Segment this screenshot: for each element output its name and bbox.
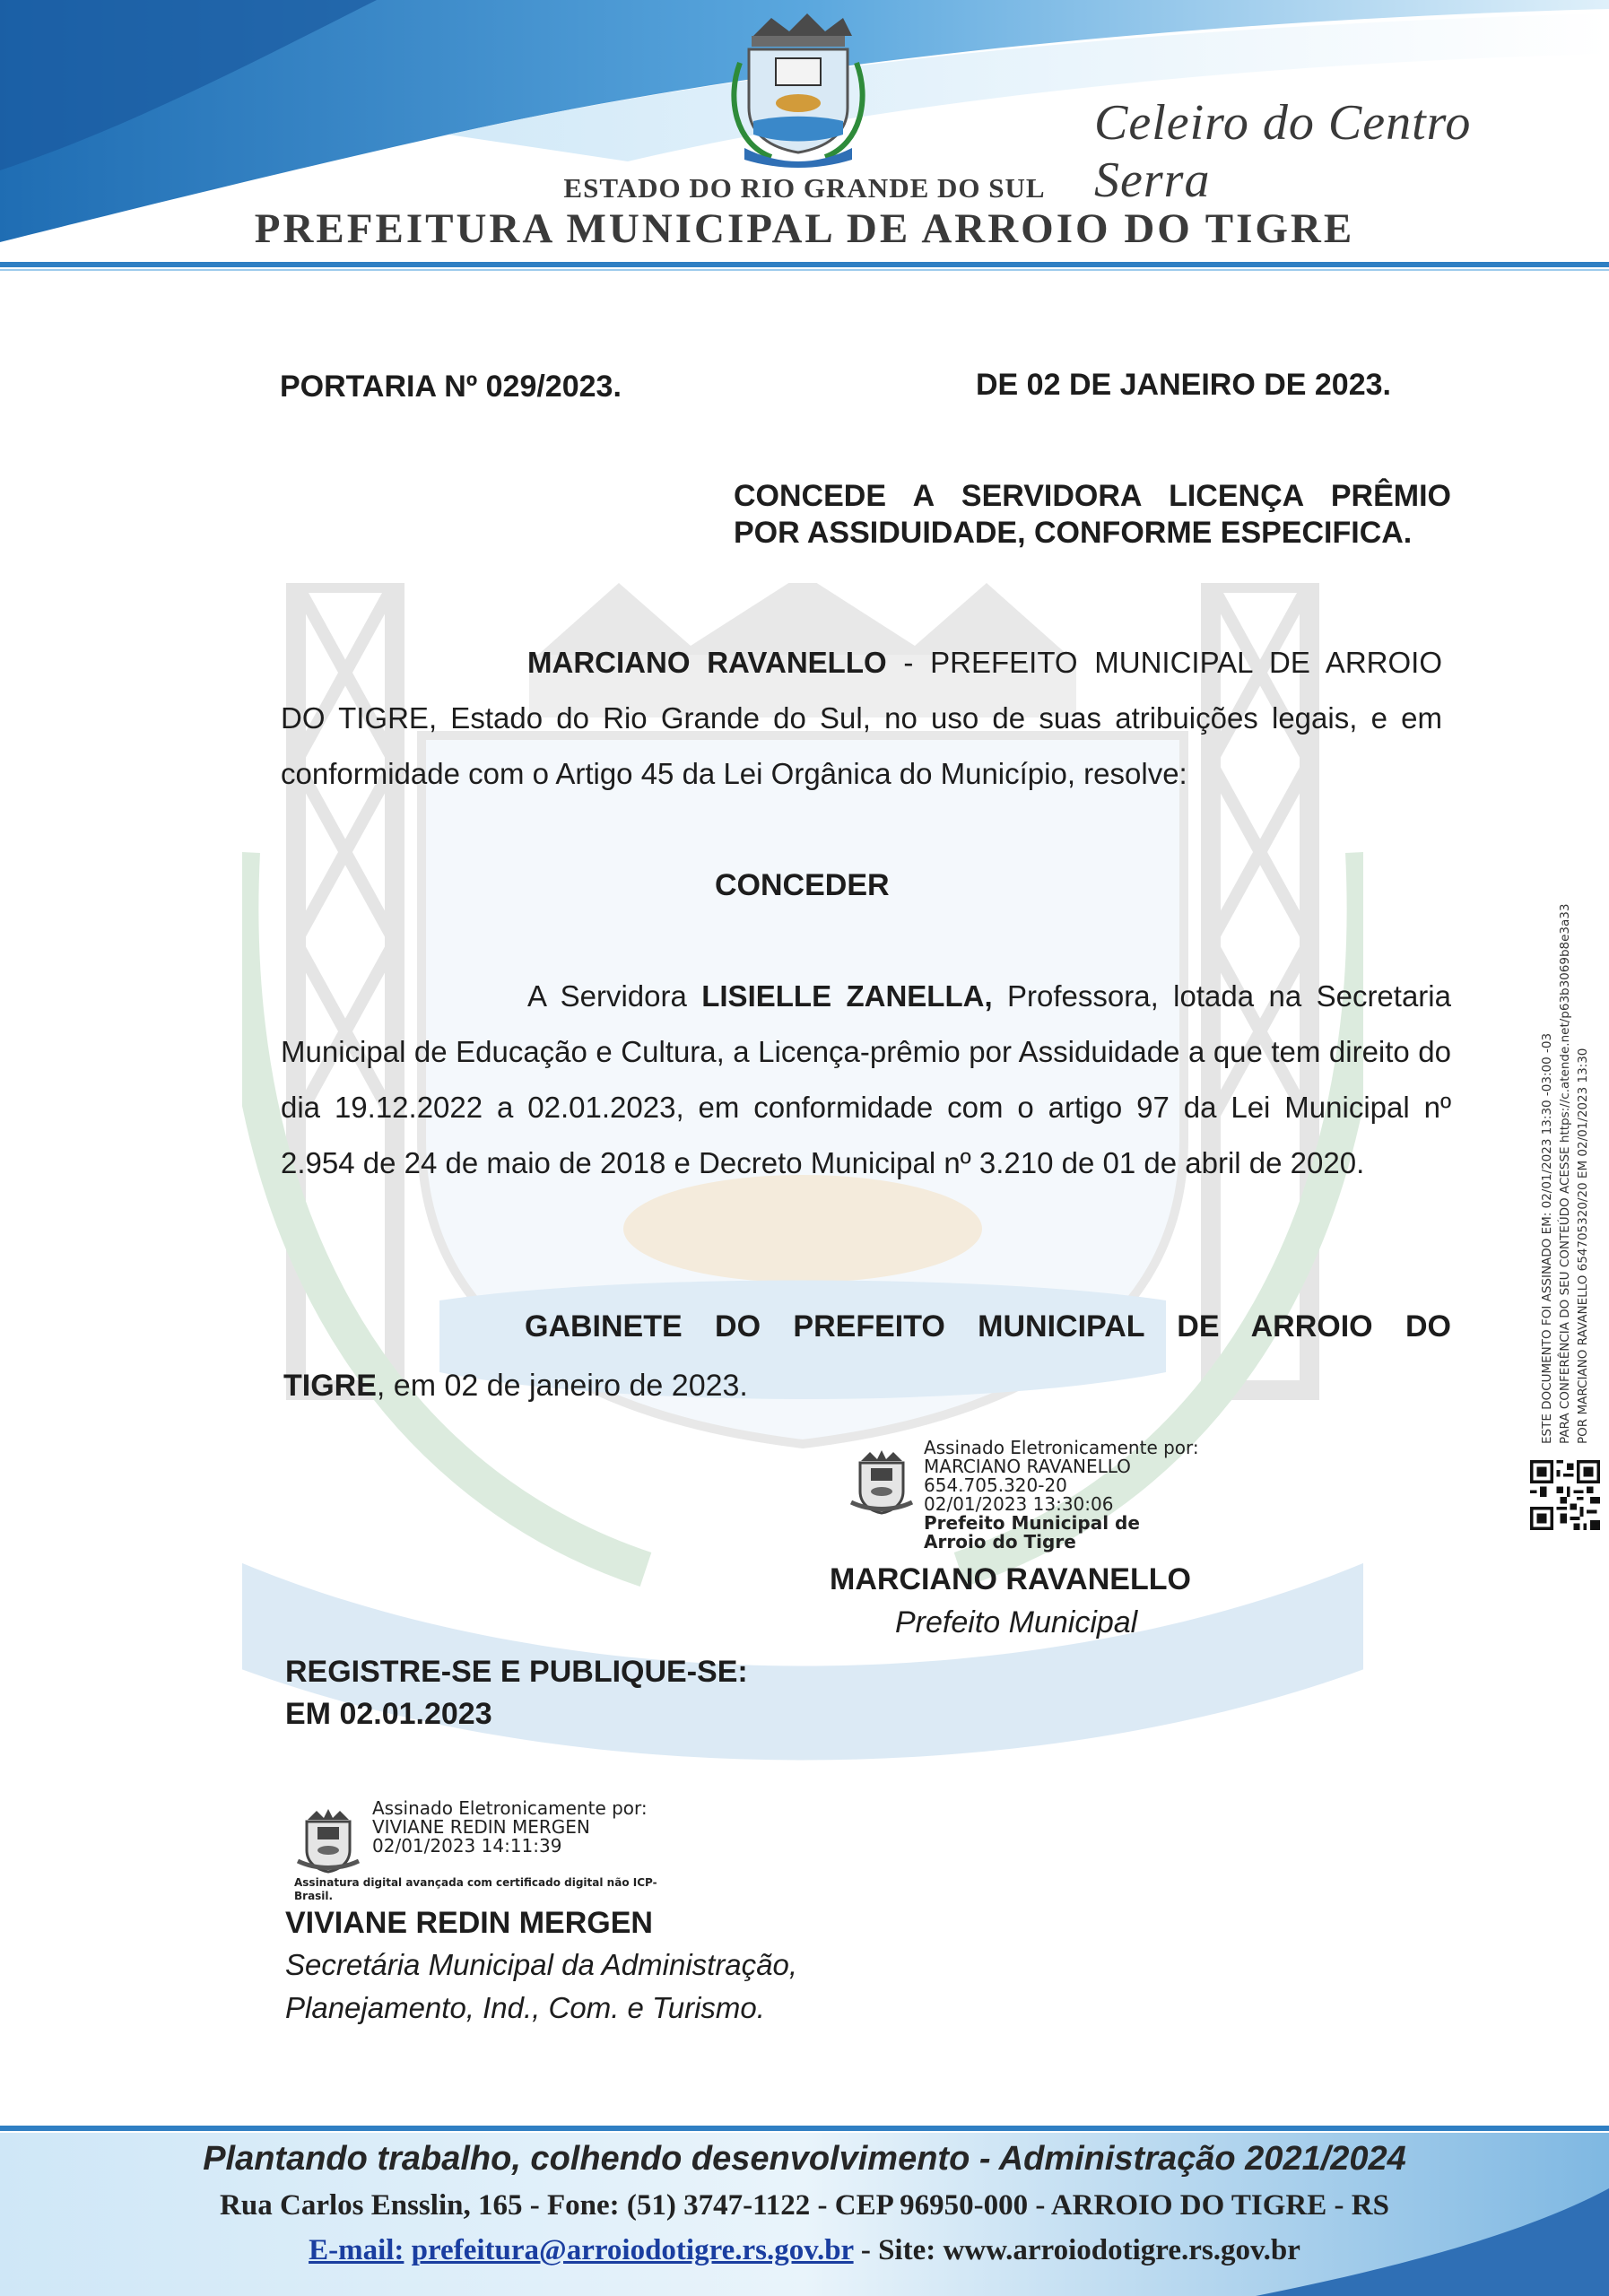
signature-seal-icon: [848, 1448, 916, 1517]
signer-1-role: Prefeito Municipal: [895, 1605, 1138, 1639]
conceder-heading: CONCEDER: [715, 868, 890, 902]
stamp-1-name: MARCIANO RAVANELLO: [924, 1456, 1131, 1477]
signature-seal-icon-2: [294, 1807, 362, 1875]
signer-1-name: MARCIANO RAVANELLO: [830, 1562, 1191, 1596]
stamp-2-note-line-2: Brasil.: [294, 1890, 334, 1902]
gabinete-line-2: [283, 1369, 748, 1404]
verification-qr-code[interactable]: [1530, 1460, 1600, 1530]
ementa-line-2: POR ASSIDUIDADE, CONFORME ESPECIFICA.: [734, 516, 1413, 550]
footer-contact: [0, 2234, 1609, 2267]
intro-text: - PREFEITO MUNICIPAL DE ARROIO DO TIGRE, Estado do Rio Grande do Sul, no uso de suas atribuições legais, e em conformidade com o Artigo 45 da Lei Orgânica do Município, resolve:: [281, 646, 1442, 790]
signer-2-name: VIVIANE REDIN MERGEN: [285, 1906, 653, 1940]
stamp-2-title: Assinado Eletronicamente por:: [372, 1797, 648, 1819]
stamp-1-id: 654.705.320-20: [924, 1474, 1067, 1496]
signature-stamp-1: [924, 1439, 1199, 1552]
paragraph-prefix: A Servidora: [527, 979, 702, 1013]
registre-line-1: REGISTRE-SE E PUBLIQUE-SE:: [285, 1655, 748, 1689]
signer-2-role-line-2: Planejamento, Ind., Com. e Turismo.: [285, 1991, 765, 2024]
municipal-seal-logo: [718, 9, 879, 170]
signature-stamp-2: [372, 1799, 648, 1856]
stamp-1-role-line-1: Prefeito Municipal de: [924, 1512, 1140, 1534]
stamp-2-note: [294, 1876, 657, 1903]
gabinete-date: , em 02 de janeiro de 2023.: [376, 1369, 748, 1403]
verification-side-note: [1538, 726, 1592, 1444]
side-note-line-3: POR MARCIANO RAVANELLO 654705320/20 EM 02/01/2023 13:30: [1576, 1048, 1590, 1444]
stamp-1-role-line-2: Arroio do Tigre: [924, 1531, 1076, 1552]
header-prefeitura-title: PREFEITURA MUNICIPAL DE ARROIO DO TIGRE: [254, 205, 1355, 252]
footer-slogan: Plantando trabalho, colhendo desenvolvimento - Administração 2021/2024: [203, 2140, 1406, 2178]
stamp-2-note-line-1: Assinatura digital avançada com certificado digital não ICP-: [294, 1876, 657, 1889]
gabinete-line-1: GABINETE DO PREFEITO MUNICIPAL DE ARROIO DO: [525, 1309, 1451, 1344]
stamp-1-title: Assinado Eletronicamente por:: [924, 1437, 1199, 1458]
signer-2-role-line-1: Secretária Municipal da Administração,: [285, 1948, 798, 1981]
employee-name: LISIELLE ZANELLA,: [701, 979, 993, 1013]
footer-address: Rua Carlos Ensslin, 165 - Fone: (51) 3747-1122 - CEP 96950-000 - ARROIO DO TIGRE - RS: [220, 2189, 1389, 2222]
stamp-1-datetime: 02/01/2023 13:30:06: [924, 1493, 1114, 1515]
concession-paragraph: [281, 969, 1451, 1191]
portaria-date: DE 02 DE JANEIRO DE 2023.: [976, 368, 1391, 402]
mayor-name: MARCIANO RAVANELLO: [527, 646, 887, 679]
site-text[interactable]: - Site: www.arroiodotigre.rs.gov.br: [853, 2234, 1300, 2266]
stamp-2-name: VIVIANE REDIN MERGEN: [372, 1816, 590, 1838]
gabinete-tigre: TIGRE: [283, 1369, 377, 1403]
intro-paragraph: [281, 635, 1442, 802]
header-state: ESTADO DO RIO GRANDE DO SUL: [563, 172, 1046, 204]
side-note-line-1: ESTE DOCUMENTO FOI ASSINADO EM: 02/01/2023 13:30 -03:00 -03: [1540, 1032, 1554, 1444]
registre-line-2: EM 02.01.2023: [285, 1697, 492, 1731]
header-motto: Celeiro do Centro Serra: [1094, 95, 1472, 208]
stamp-2-datetime: 02/01/2023 14:11:39: [372, 1835, 562, 1857]
side-note-line-2: PARA CONFERÊNCIA DO SEU CONTEÚDO ACESSE https://c.atende.net/p63b3069b8e3a33: [1558, 903, 1572, 1444]
portaria-number: PORTARIA Nº 029/2023.: [280, 370, 622, 404]
paragraph-text: Professora, lotada na Secretaria Municipal de Educação e Cultura, a Licença-prêmio por Assiduidade a que tem direito do dia 19.12.2022 a 02.01.2023, em conformidade com o artigo 97 da Lei Municipal nº 2.954 de 24 de maio de 2018 e Decreto Municipal nº 3.210 de 01 de abril de 2020.: [281, 979, 1451, 1179]
email-link[interactable]: prefeitura@arroiodotigre.rs.gov.br: [411, 2234, 854, 2266]
ementa-line-1: CONCEDE A SERVIDORA LICENÇA PRÊMIO: [734, 479, 1451, 513]
email-label: E-mail:: [309, 2234, 404, 2266]
